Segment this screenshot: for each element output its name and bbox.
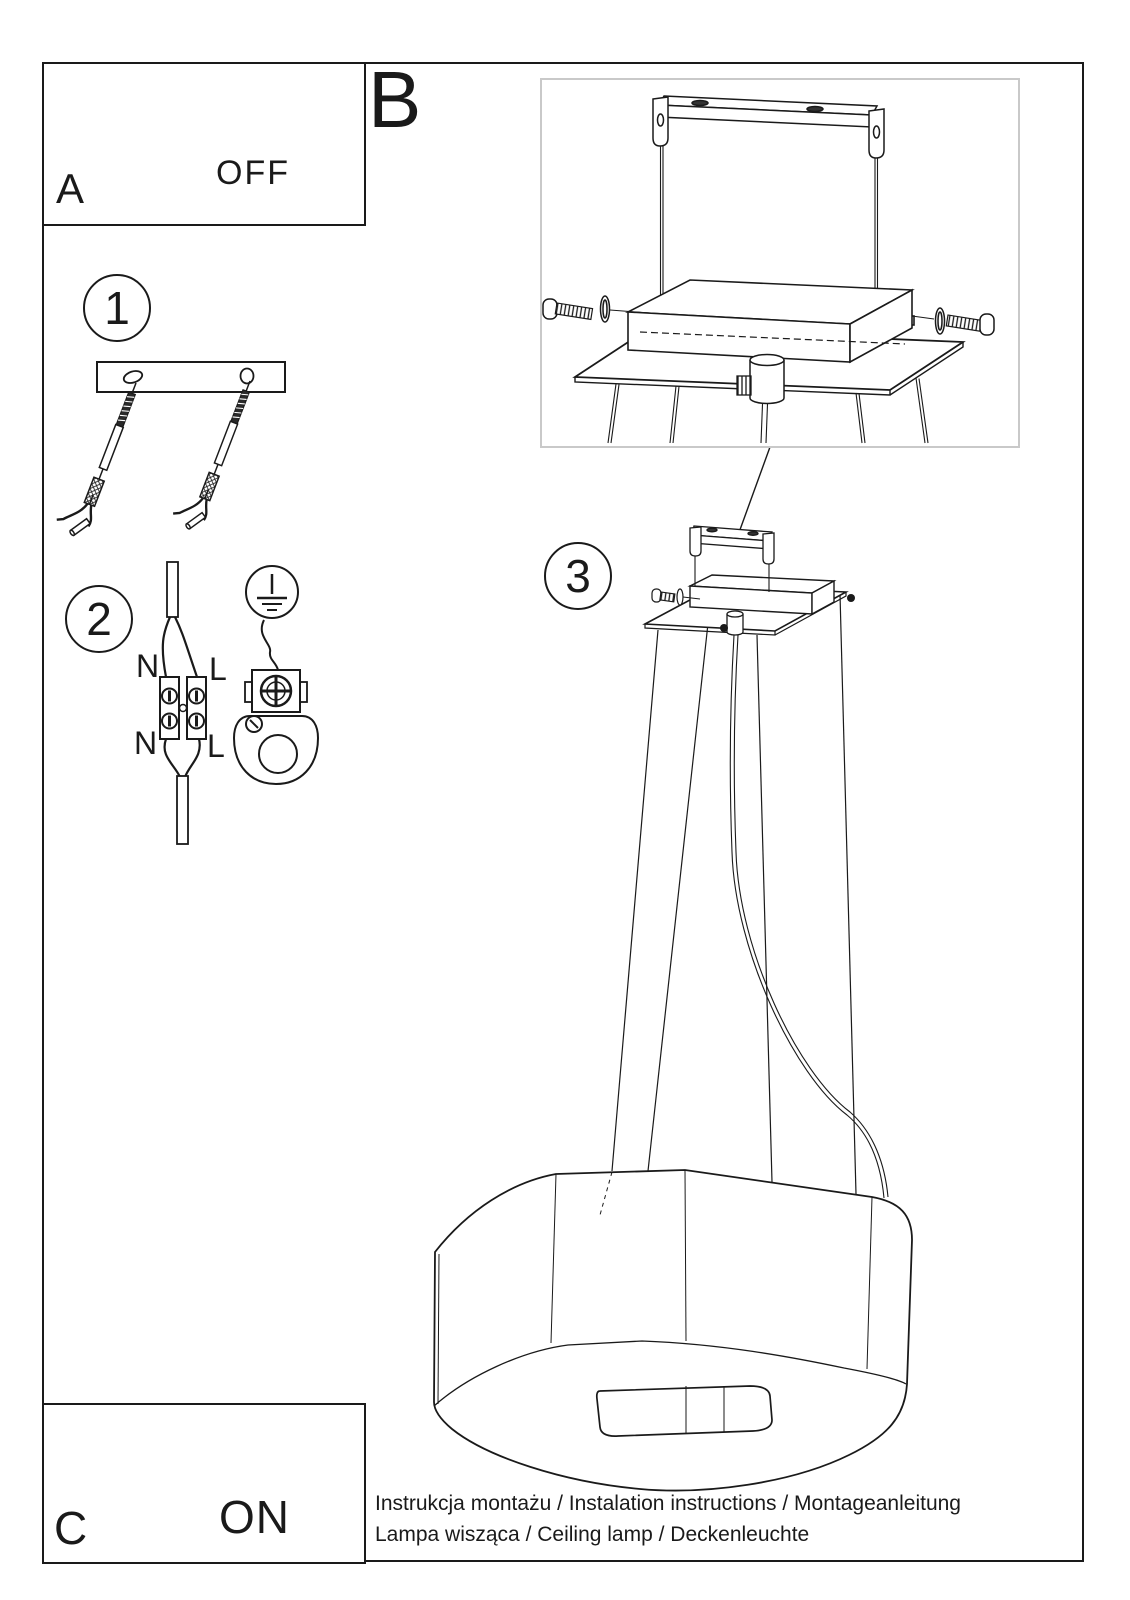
step-2-badge xyxy=(65,585,133,653)
step-3-number: 3 xyxy=(565,550,591,602)
panel-a-label: A xyxy=(56,165,85,212)
step-1-badge xyxy=(83,274,151,342)
footer-title-line: Instrukcja montażu / Instalation instructions / Montageanleitung xyxy=(375,1492,961,1515)
live-label-bottom: L xyxy=(207,728,225,764)
off-label: OFF xyxy=(216,154,290,192)
panel-a-box xyxy=(42,62,366,226)
panel-c-label: C xyxy=(54,1502,88,1554)
step-3-badge xyxy=(544,542,612,610)
panel-c-box xyxy=(42,1403,366,1564)
footer-product-line: Lampa wisząca / Ceiling lamp / Deckenleuchte xyxy=(375,1523,810,1546)
panel-b-box xyxy=(540,78,1020,448)
live-label-top: L xyxy=(209,651,227,687)
on-label: ON xyxy=(219,1491,290,1543)
neutral-label-bottom: N xyxy=(134,725,158,761)
step-2-number: 2 xyxy=(86,593,112,645)
panel-b-label: B xyxy=(368,55,422,144)
step-1-number: 1 xyxy=(104,282,130,334)
neutral-label-top: N xyxy=(136,648,160,684)
